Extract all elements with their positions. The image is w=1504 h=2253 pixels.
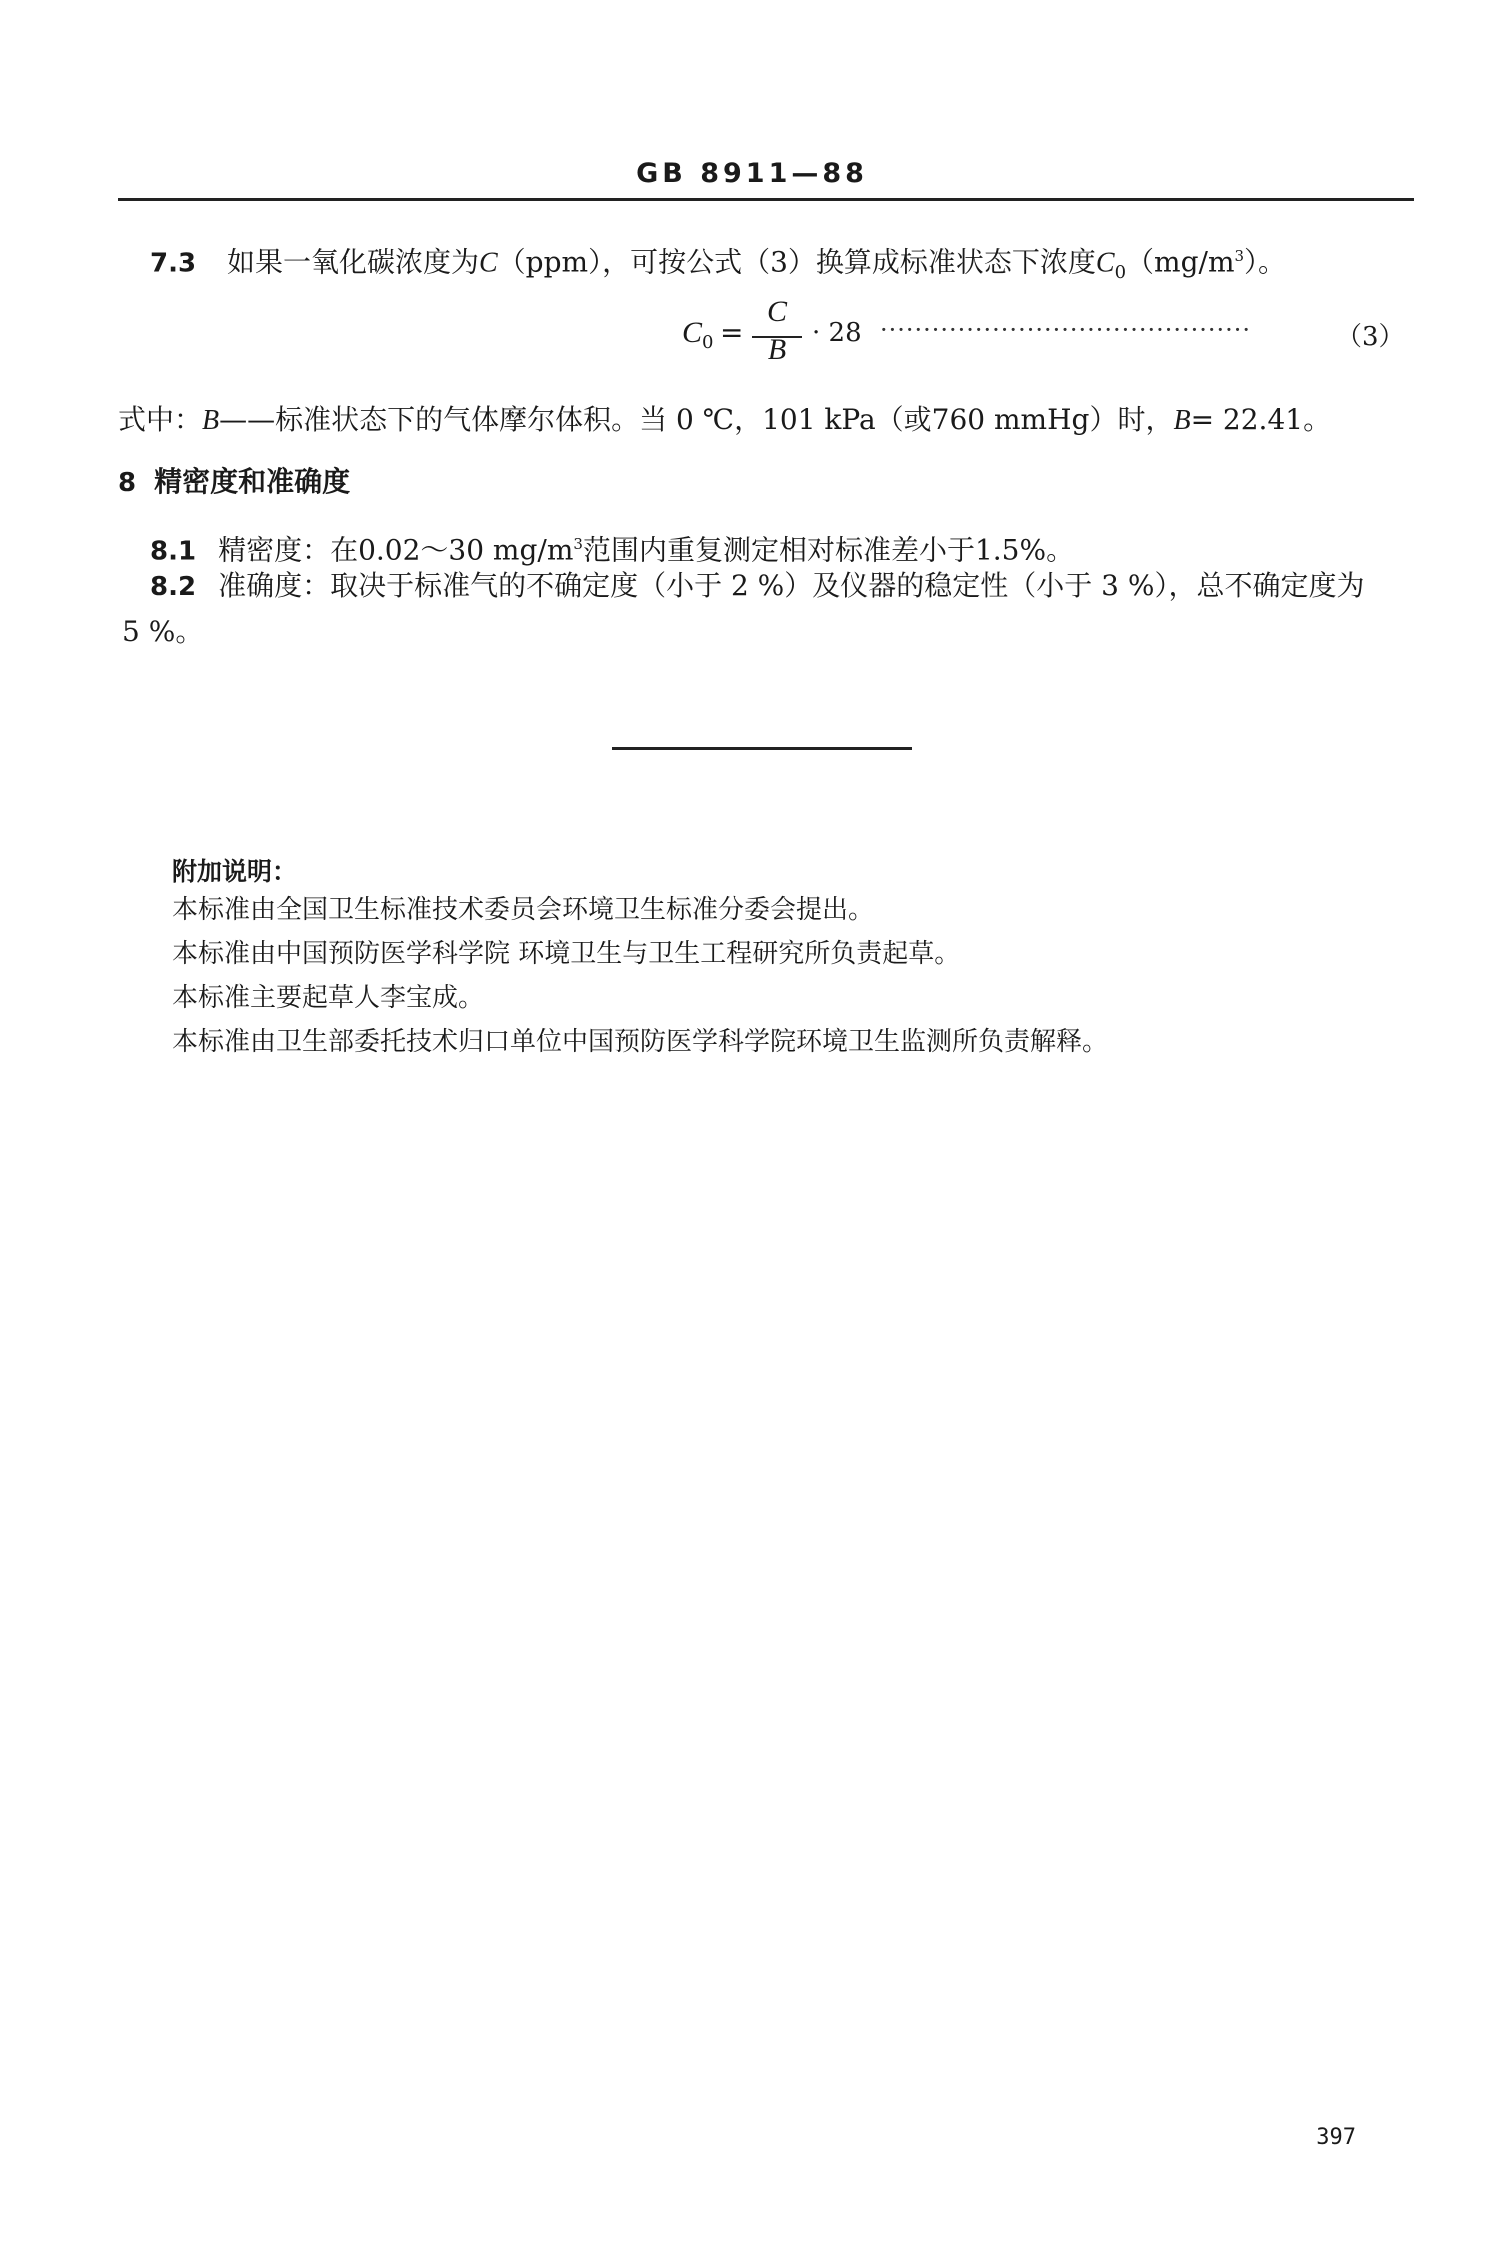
formula-multiplier: · 28 (812, 318, 862, 348)
variable-c: C (478, 247, 498, 279)
end-of-text-rule (612, 747, 912, 750)
explanation-value: = 22.41。 (1190, 403, 1332, 436)
section-text: ）。 (1244, 245, 1287, 279)
section-number: 8.2 (150, 572, 197, 602)
variable-c0: C (1095, 247, 1115, 279)
section-text: （mg/m (1126, 245, 1235, 279)
explanation-text: ——标准状态下的气体摩尔体积。当 0 ℃，101 kPa（或760 mmHg）时， (219, 403, 1174, 436)
formula-leader-dots: ··········································· (880, 316, 1252, 344)
section-number: 8 (118, 468, 137, 498)
page-number: 397 (1316, 2125, 1356, 2150)
section-8-2 (150, 566, 1365, 607)
formula-numerator: C (766, 295, 787, 328)
section-number: 7.3 (150, 248, 197, 279)
formula-lhs: C (682, 316, 703, 349)
notes-line: 本标准由全国卫生标准技术委员会环境卫生标准分委会提出。 (172, 895, 875, 925)
section-text: （ppm），可按公式（3）换算成标准状态下浓度 (497, 245, 1096, 279)
equation-number: （3） (1336, 322, 1405, 352)
variable-b: B (1173, 405, 1191, 436)
section-text: 精密度：在0.02～30 mg/m (218, 533, 574, 567)
superscript: 3 (1234, 247, 1245, 265)
formula-explanation (118, 400, 1331, 441)
notes-line: 本标准由中国预防医学科学院 环境卫生与卫生工程研究所负责起草。 (172, 939, 961, 969)
superscript: 3 (573, 535, 583, 553)
header-rule (118, 198, 1414, 201)
section-number: 8.1 (150, 536, 197, 567)
notes-title: 附加说明： (172, 857, 298, 886)
notes-line: 本标准由卫生部委托技术归口单位中国预防医学科学院环境卫生监测所负责解释。 (172, 1027, 1109, 1057)
section-8-1 (150, 524, 1074, 571)
formula-denominator: B (767, 333, 787, 366)
subscript: 0 (1114, 261, 1127, 283)
section-title: 精密度和准确度 (154, 465, 351, 498)
section-7-3 (150, 236, 1286, 293)
document-code-header: GB 8911—88 (636, 158, 868, 189)
variable-b: B (202, 405, 220, 436)
section-text: 范围内重复测定相对标准差小于1.5%。 (582, 533, 1075, 567)
formula-lhs-subscript: 0 (702, 332, 714, 353)
formula-equals: = (720, 316, 744, 349)
notes-line: 本标准主要起草人李宝成。 (172, 983, 485, 1013)
where-label: 式中： (118, 403, 203, 436)
section-8-heading (118, 462, 350, 503)
section-text: 准确度：取决于标准气的不确定度（小于 2 %）及仪器的稳定性（小于 3 %），总不确定度为 (218, 569, 1365, 602)
section-8-2-continued: 5 %。 (122, 615, 204, 648)
section-text: 如果一氧化碳浓度为 (226, 245, 479, 279)
